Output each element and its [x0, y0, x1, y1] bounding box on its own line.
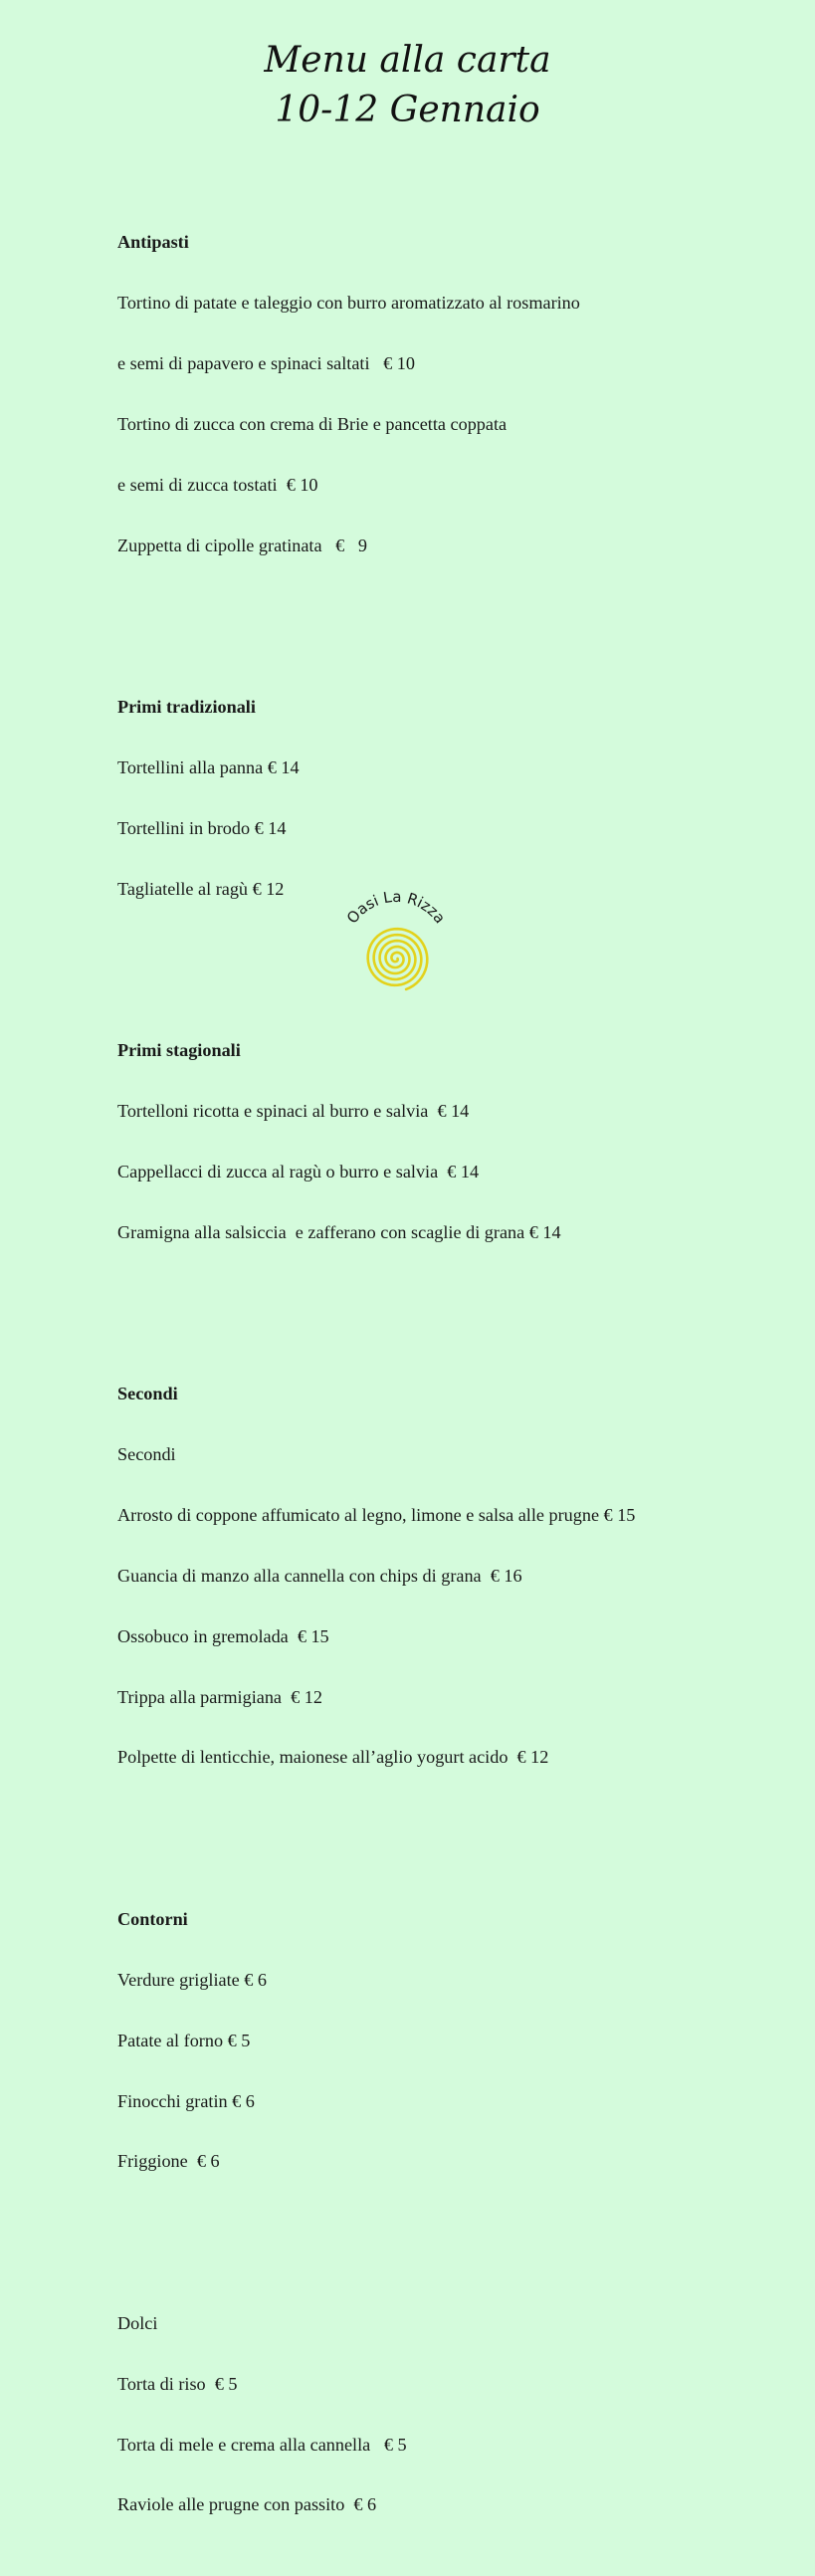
- section-primi-stagionali: [117, 999, 635, 1282]
- menu-item: Tortelloni ricotta e spinaci al burro e salvia € 14: [117, 1100, 470, 1121]
- menu-item: e semi di papavero e spinaci saltati € 10: [117, 352, 415, 373]
- menu-item: Secondi: [117, 1444, 176, 1464]
- menu-title-dates: 10-12 Gennaio: [275, 90, 540, 130]
- menu-item: Tortino di patate e taleggio con burro aromatizzato al rosmarino: [117, 293, 580, 314]
- section-antipasti: [117, 192, 635, 596]
- section-heading: Contorni: [117, 1908, 188, 1929]
- section-heading: Primi stagionali: [117, 1040, 241, 1061]
- menu-item: Finocchi gratin € 6: [117, 2090, 255, 2111]
- oasi-la-rizza-logo: [326, 876, 466, 995]
- menu-item: Friggione € 6: [117, 2151, 220, 2172]
- menu-item: Zuppetta di cipolle gratinata € 9: [117, 535, 368, 555]
- menu-item: Tagliatelle al ragù € 12: [117, 878, 285, 899]
- menu-item: Torta di mele e crema alla cannella € 5: [117, 2434, 407, 2455]
- menu-list: [117, 151, 635, 2576]
- menu-item: Verdure grigliate € 6: [117, 1969, 267, 1990]
- menu-item: Patate al forno € 5: [117, 2030, 251, 2050]
- menu-item: Ossobuco in gremolada € 15: [117, 1625, 329, 1646]
- menu-title: [0, 36, 815, 135]
- menu-item: Tortino di zucca con crema di Brie e pancetta coppata: [117, 413, 508, 434]
- menu-item: Tortellini in brodo € 14: [117, 817, 287, 838]
- menu-item: Cappellacci di zucca al ragù o burro e salvia € 14: [117, 1161, 480, 1181]
- section-secondi: [117, 1344, 635, 1809]
- section-heading: Dolci: [117, 2312, 158, 2333]
- menu-item: Polpette di lenticchie, maionese all’aglio yogurt acido € 12: [117, 1747, 549, 1768]
- menu-item: Arrosto di coppone affumicato al legno, limone e salsa alle prugne € 15: [117, 1504, 636, 1525]
- menu-item: e semi di zucca tostati € 10: [117, 474, 318, 495]
- section-contorni: [117, 1868, 635, 2212]
- spiral-icon: [368, 929, 428, 989]
- section-dolci: [117, 2272, 635, 2555]
- logo-text: Oasi La Rizza: [342, 887, 450, 928]
- menu-item: Tortellini alla panna € 14: [117, 756, 300, 777]
- section-heading: Antipasti: [117, 232, 189, 253]
- menu-item: Guancia di manzo alla cannella con chips di grana € 16: [117, 1565, 522, 1586]
- section-heading: Primi tradizionali: [117, 697, 256, 718]
- menu-item: Trippa alla parmigiana € 12: [117, 1686, 322, 1707]
- menu-item: Raviole alle prugne con passito € 6: [117, 2494, 377, 2515]
- menu-item: Torta di riso € 5: [117, 2373, 238, 2394]
- menu-title-line1: Menu alla carta: [264, 40, 551, 81]
- menu-item: Gramigna alla salsiccia e zafferano con scaglie di grana € 14: [117, 1221, 561, 1242]
- section-heading: Secondi: [117, 1384, 178, 1404]
